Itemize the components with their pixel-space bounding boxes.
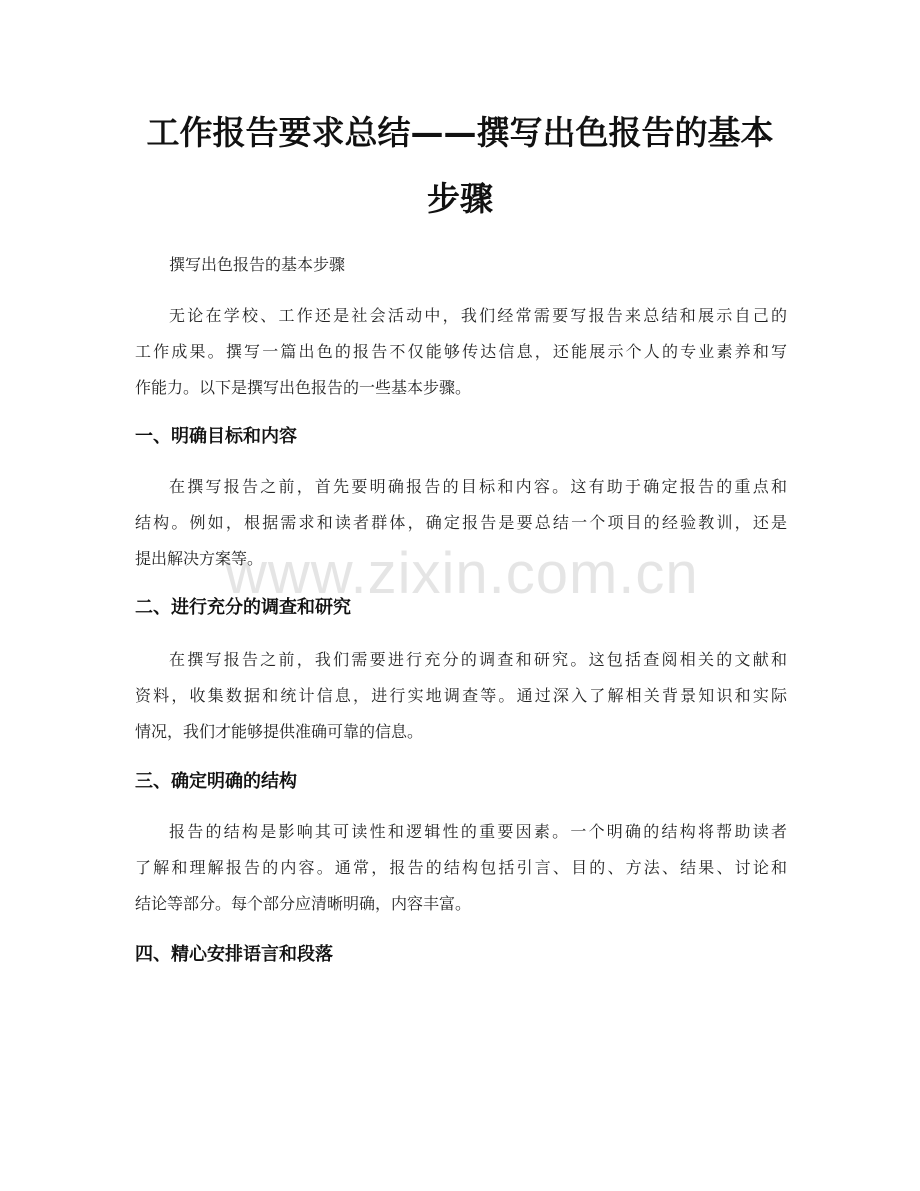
section-1-paragraph	[135, 469, 787, 577]
intro-paragraph	[135, 298, 787, 406]
section-2-paragraph	[135, 642, 787, 750]
section-heading-2: 二、进行充分的调查和研究	[135, 597, 351, 618]
page-title	[120, 100, 800, 232]
intro-line-1: 无论在学校、工作还是社会活动中，我们经常需要写报告来总结和展示自己的	[169, 306, 787, 325]
section-3-line-1: 报告的结构是影响其可读性和逻辑性的重要因素。一个明确的结构将帮助读者	[169, 822, 787, 841]
section-heading-3: 三、确定明确的结构	[135, 771, 297, 792]
title-line-1: 工作报告要求总结——撰写出色报告的基本	[146, 113, 774, 152]
section-1-line-2: 结构。例如，根据需求和读者群体，确定报告是要总结一个项目的经验教训，还是	[135, 513, 787, 532]
title-line-2: 步骤	[427, 179, 493, 218]
intro-line-2: 工作成果。撰写一篇出色的报告不仅能够传达信息，还能展示个人的专业素养和写	[135, 342, 787, 361]
section-3-paragraph	[135, 814, 787, 922]
section-2-line-1: 在撰写报告之前，我们需要进行充分的调查和研究。这包括查阅相关的文献和	[169, 650, 787, 669]
section-heading-1: 一、明确目标和内容	[135, 426, 297, 447]
intro-line-3: 作能力。以下是撰写出色报告的一些基本步骤。	[135, 378, 472, 397]
section-2-line-3: 情况，我们才能够提供准确可靠的信息。	[135, 722, 424, 741]
watermark: www.zixin.com.cn	[225, 541, 699, 606]
section-1-line-3: 提出解决方案等。	[135, 549, 264, 568]
section-3-line-2: 了解和理解报告的内容。通常，报告的结构包括引言、目的、方法、结果、讨论和	[135, 858, 787, 877]
section-2-line-2: 资料，收集数据和统计信息，进行实地调查等。通过深入了解相关背景知识和实际	[135, 686, 787, 705]
section-3-line-3: 结论等部分。每个部分应清晰明确，内容丰富。	[135, 894, 472, 913]
section-heading-4: 四、精心安排语言和段落	[135, 944, 333, 965]
section-1-line-1: 在撰写报告之前，首先要明确报告的目标和内容。这有助于确定报告的重点和	[169, 477, 787, 496]
subtitle: 撰写出色报告的基本步骤	[169, 255, 346, 274]
